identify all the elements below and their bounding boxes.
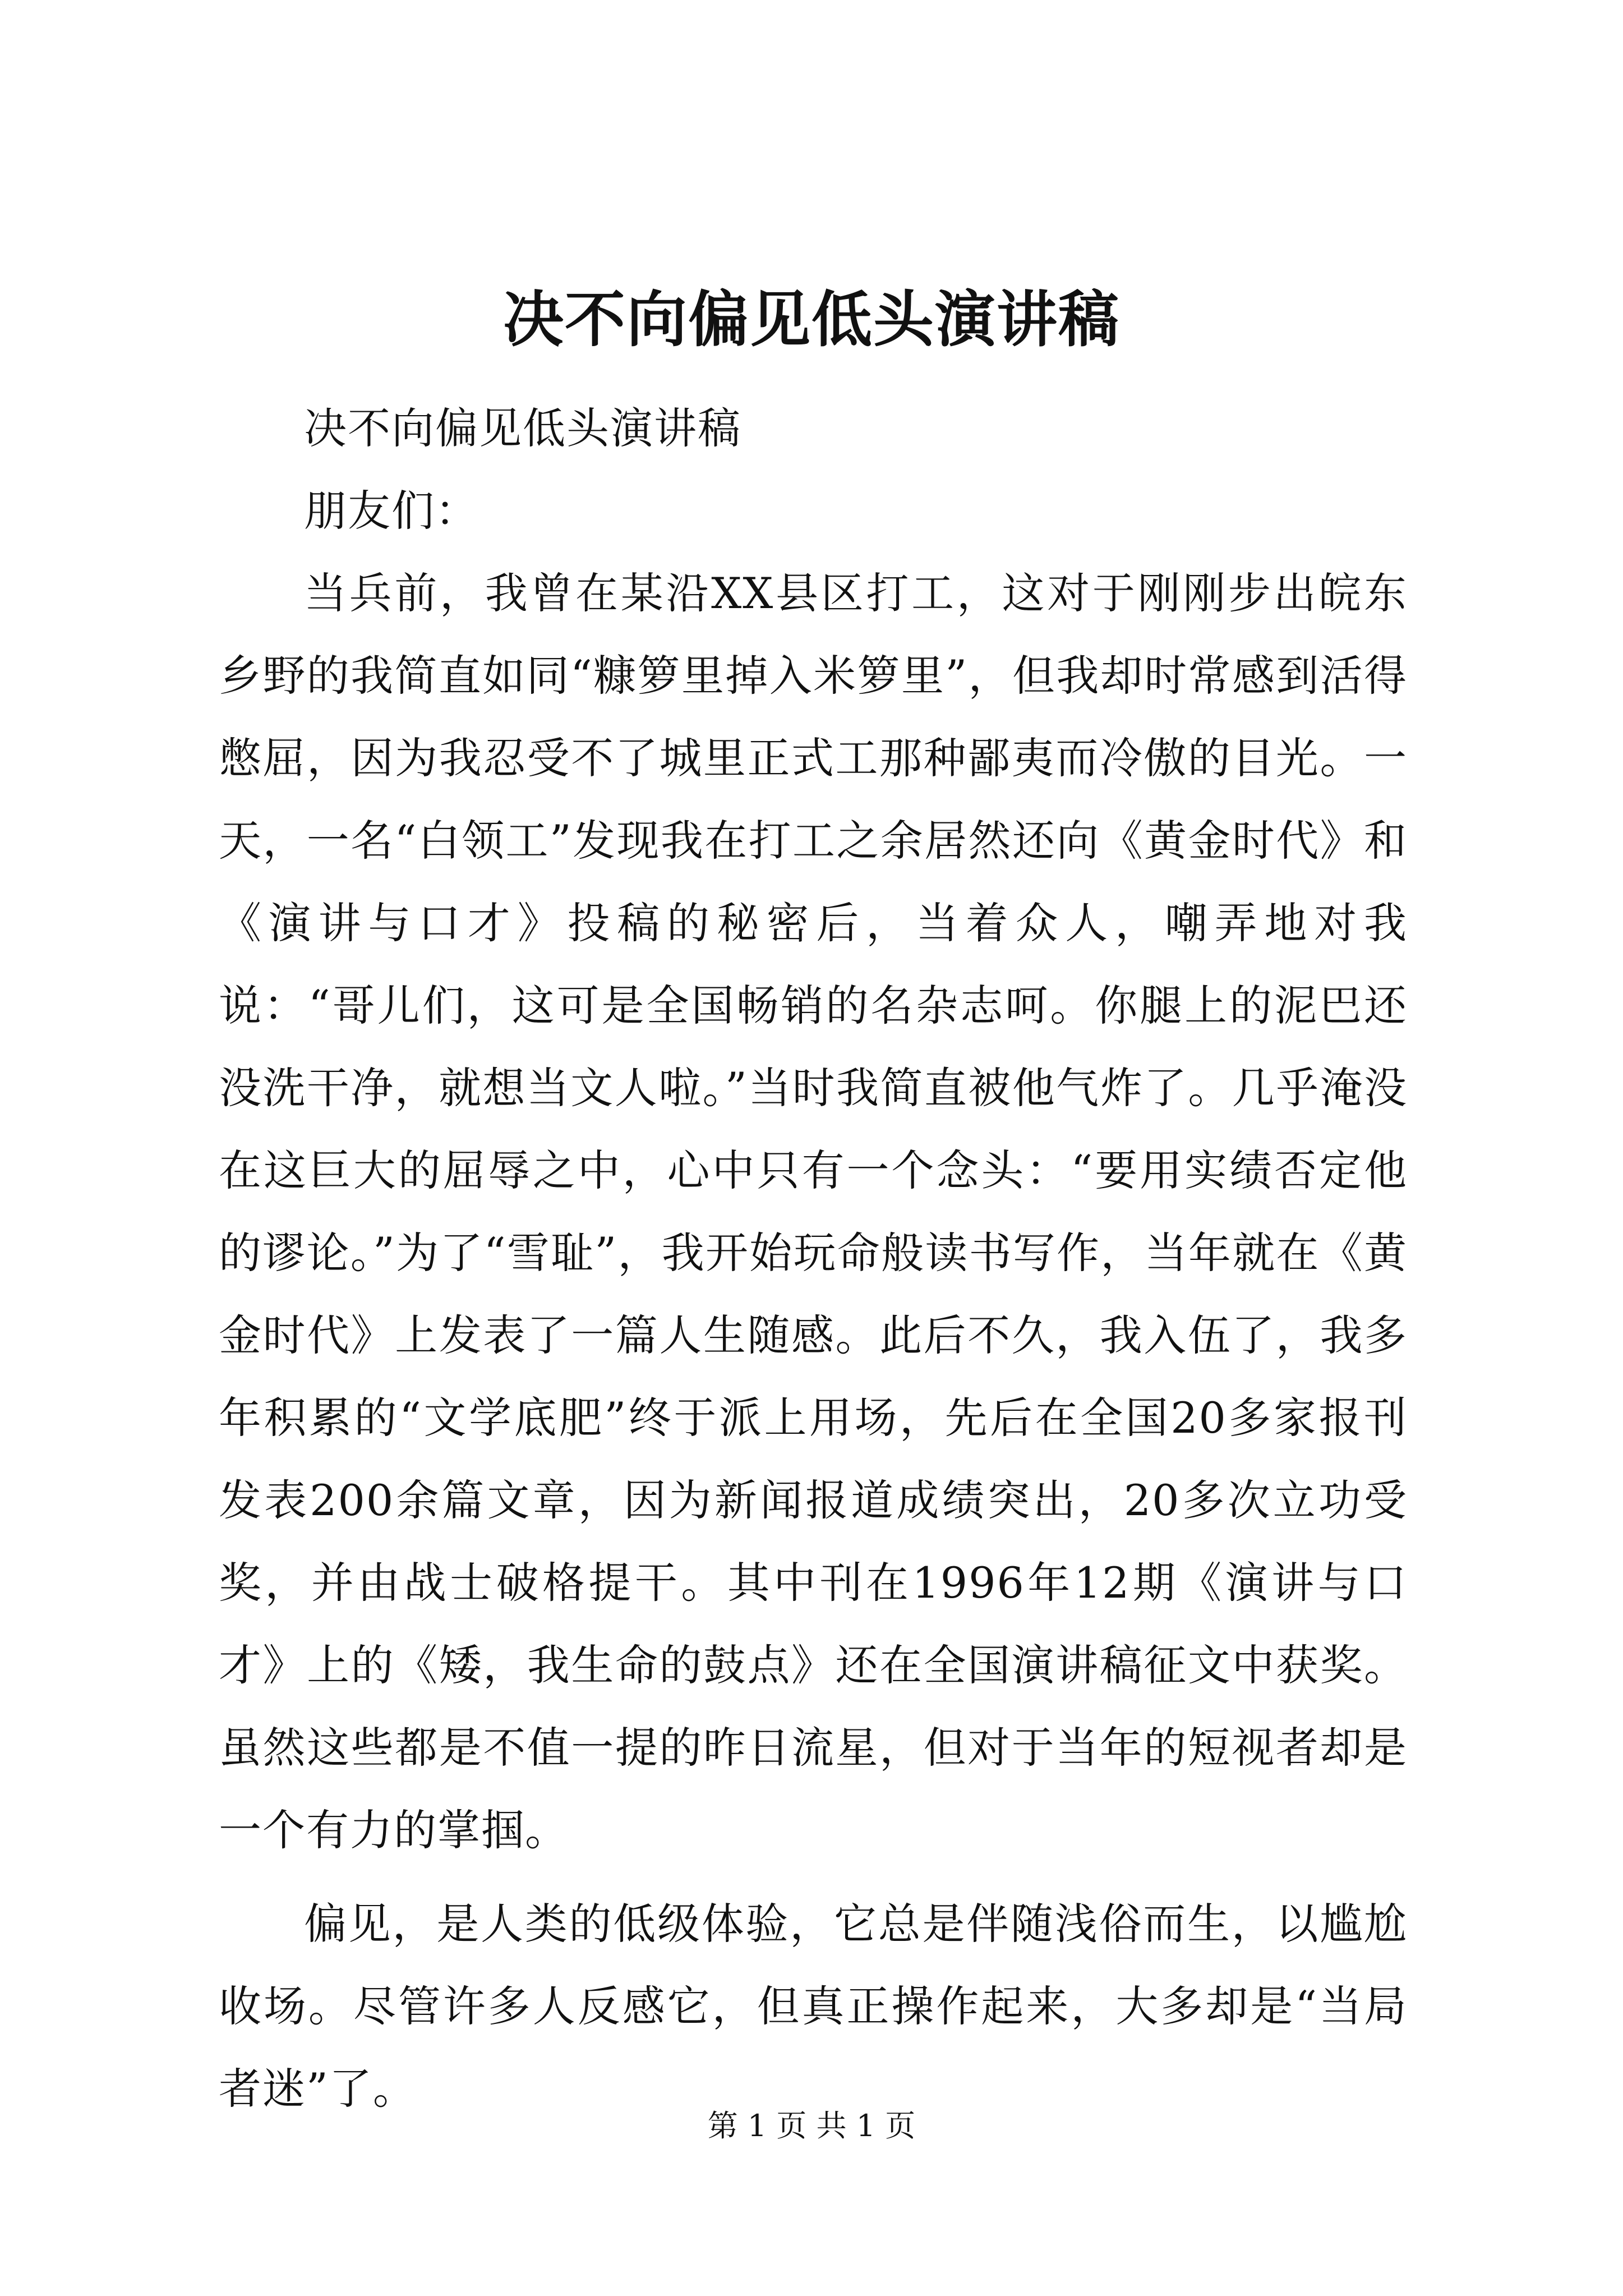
page-footer bbox=[0, 2106, 1623, 2146]
body-paragraph-2: 偏见，是人类的低级体验，它总是伴随浅俗而生，以尴尬收场。尽管许多人反感它，但真正操作起来，大多却是“当局者迷”了。 bbox=[219, 1899, 1408, 2114]
subtitle-paragraph: 决不向偏见低头演讲稿 bbox=[304, 403, 741, 453]
body-paragraph-1: 当兵前，我曾在某沿XX县区打工，这对于刚刚步出皖东乡野的我简直如同“糠箩里掉入米箩里”，但我却时常感到活得憋屈，因为我忍受不了城里正式工那种鄙夷而冷傲的目光。一天，一名“白领工”发现我在打工之余居然还向《黄金时代》和《演讲与口才》投稿的秘密后，当着众人，嘲弄地对我说：“哥儿们，这可是全国畅销的名杂志呵。你腿上的泥巴还没洗干净，就想当文人啦。”当时我简直被他气炸了。几乎淹没在这巨大的屈辱之中，心中只有一个念头：“要用实绩否定他的谬论。”为了“雪耻”，我开始玩命般读书写作，当年就在《黄金时代》上发表了一篇人生随感。此后不久，我入伍了，我多年积累的“文学底肥”终于派上用场，先后在全国20多家报刊发表200余篇文章，因为新闻报道成绩突出，20多次立功受奖，并由战士破格提干。其中刊在1996年12期《演讲与口才》上的《矮，我生命的鼓点》还在全国演讲稿征文中获奖。虽然这些都是不值一提的昨日流星，但对于当年的短视者却是一个有力的掌掴。 bbox=[219, 568, 1408, 1855]
page-number-label: 第 1 页 共 1 页 bbox=[707, 2108, 916, 2143]
document-body bbox=[219, 387, 1408, 2130]
document-title: 决不向偏见低头演讲稿 bbox=[502, 284, 1120, 355]
salutation-paragraph: 朋友们： bbox=[304, 486, 479, 536]
